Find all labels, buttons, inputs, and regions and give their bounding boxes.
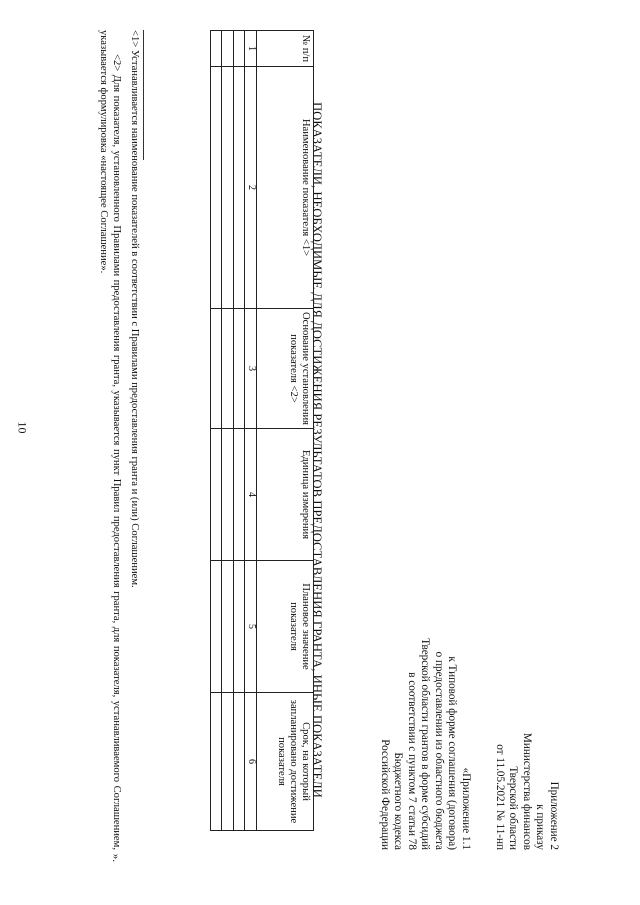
footnote-separator: [143, 30, 144, 160]
column-header-basis: Основание установления показателя <2>: [257, 309, 314, 429]
table-cell: [222, 31, 234, 67]
table-cell: [222, 561, 234, 693]
annex-header: [493, 733, 561, 850]
column-number-cell: 6: [245, 693, 257, 831]
annex-line: Приложение 2: [548, 781, 560, 850]
table-header-row: [257, 31, 314, 831]
table-row: [222, 31, 234, 831]
indicators-table: [210, 30, 314, 831]
annex-line: Тверской области: [507, 766, 520, 850]
annex-line: от 11.05.2021 № 11-нп: [494, 744, 506, 850]
table-cell: [222, 67, 234, 309]
column-header-unit: Единица измерения: [257, 429, 314, 561]
rotated-page-content: [40, 30, 560, 870]
table-cell: [211, 429, 223, 561]
column-number-cell: 3: [245, 309, 257, 429]
annex-line: Министерства финансов: [521, 732, 533, 850]
column-number-cell: 1: [245, 31, 257, 67]
table-cell: [234, 693, 246, 831]
table-cell: [211, 31, 223, 67]
annex-line: к приказу: [534, 804, 547, 850]
sub-annex-line: о предоставлении из областного бюджета: [433, 651, 445, 850]
column-header-deadline: Срок, на который запланировано достижение показателя: [257, 693, 314, 831]
sub-annex-line: Тверской области грантов в форме субсидий: [419, 638, 432, 850]
table-cell: [234, 67, 246, 309]
column-number-cell: 2: [245, 67, 257, 309]
table-cell: [234, 561, 246, 693]
column-header-number: № п/п: [257, 31, 314, 67]
table-cell: [211, 67, 223, 309]
table-cell: [211, 693, 223, 831]
table-cell: [222, 693, 234, 831]
column-number-cell: 5: [245, 561, 257, 693]
table-cell: [234, 309, 246, 429]
table-row: [211, 31, 223, 831]
sub-annex-line: Бюджетного кодекса: [392, 752, 405, 850]
column-number-cell: 4: [245, 429, 257, 561]
sub-annex-line: «Приложение 1.1: [460, 767, 472, 850]
table-row: [234, 31, 246, 831]
footnote-1: <1> Устанавливается наименование показателей в соответствии с Правилами предоставления гранта и (или) Соглашением.: [129, 30, 140, 588]
sub-annex-line: Российской Федерации: [379, 739, 391, 850]
table-cell: [211, 309, 223, 429]
column-header-planned-value: Плановое значение показателя: [257, 561, 314, 693]
sub-annex-header: [378, 638, 473, 850]
table-cell: [211, 561, 223, 693]
column-header-indicator-name: Наименование показателя <1>: [257, 67, 314, 309]
table-cell: [222, 309, 234, 429]
sub-annex-line: к Типовой форме соглашения (договора): [446, 656, 459, 850]
table-column-numbers-row: [245, 31, 257, 831]
page-number: 10: [15, 421, 30, 434]
closing-quote: ».: [110, 853, 122, 862]
document-title: ПОКАЗАТЕЛИ, НЕОБХОДИМЫЕ ДЛЯ ДОСТИЖЕНИЯ РЕЗУЛЬТАТОВ ПРЕДОСТАВЛЕНИЯ ГРАНТА, ИНЫЕ ПОКАЗАТЕЛИ: [310, 102, 324, 798]
table-cell: [222, 429, 234, 561]
table-cell: [234, 429, 246, 561]
sub-annex-line: в соответствии с пунктом 7 статьи 78: [406, 672, 418, 850]
footnote-2: <2> Для показателя, установленного Правилами предоставления гранта, указывается пункт Правил предоставления гранта, для показателя, устанавливаемого Соглашением, указывается формулировка «настоящее Соглашение».: [98, 30, 122, 850]
table-cell: [234, 31, 246, 67]
